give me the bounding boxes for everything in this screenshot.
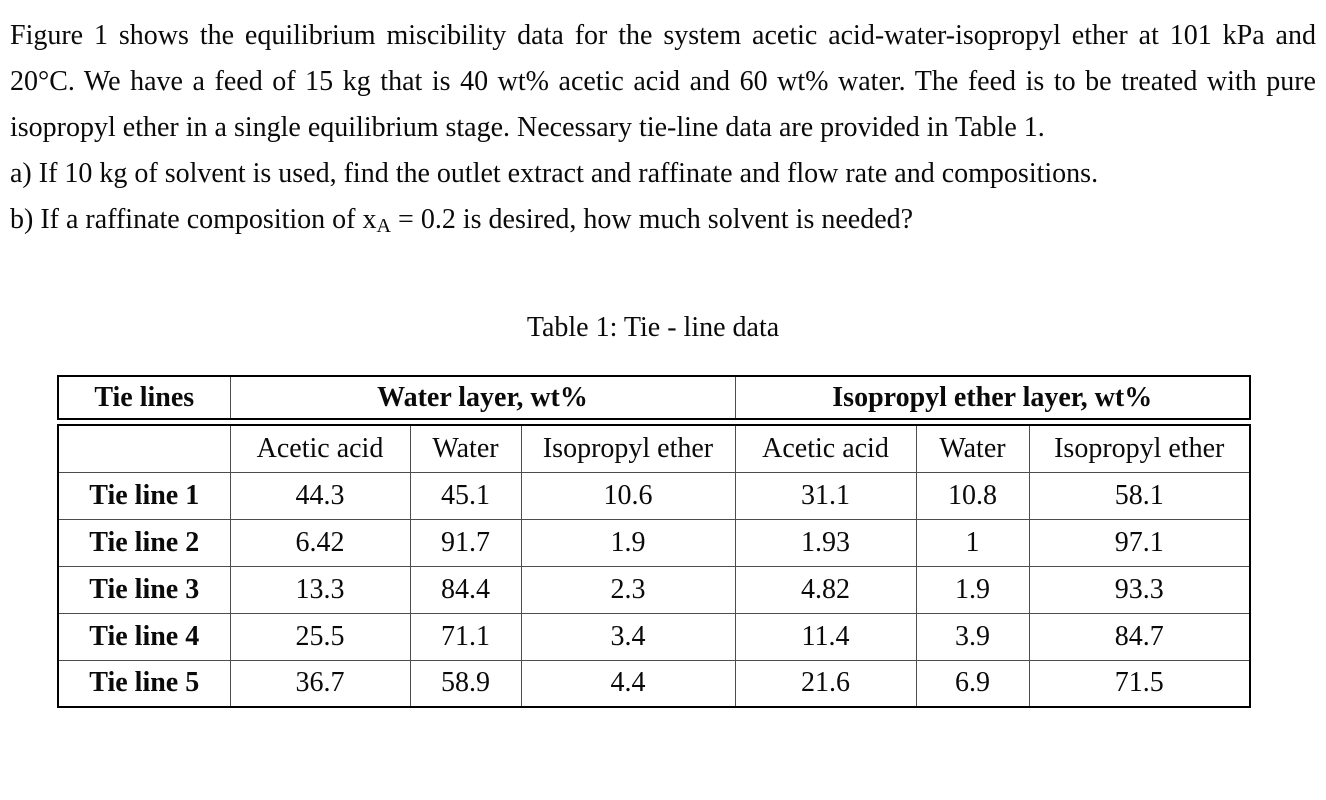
row-label: Tie line 1 <box>58 472 230 519</box>
table-cell: 6.42 <box>230 519 410 566</box>
table-cell: 1 <box>916 519 1029 566</box>
header-water-layer: Water layer, wt% <box>230 376 735 419</box>
table-row <box>58 519 1250 566</box>
table-cell: 10.6 <box>521 472 735 519</box>
table-cell: 1.93 <box>735 519 916 566</box>
table-cell: 1.9 <box>521 519 735 566</box>
table-cell: 4.82 <box>735 566 916 613</box>
table-cell: 10.8 <box>916 472 1029 519</box>
subheader-empty <box>58 425 230 472</box>
question-b-suffix: = 0.2 is desired, how much solvent is needed? <box>391 204 914 235</box>
row-label: Tie line 3 <box>58 566 230 613</box>
table-cell: 1.9 <box>916 566 1029 613</box>
table-cell: 84.4 <box>410 566 521 613</box>
question-b <box>10 197 1316 243</box>
table-cell: 11.4 <box>735 613 916 660</box>
table-row <box>58 472 1250 519</box>
table-caption: Table 1: Tie - line data <box>526 312 780 343</box>
table-row <box>58 566 1250 613</box>
table-cell: 31.1 <box>735 472 916 519</box>
table-row <box>58 613 1250 660</box>
table-cell: 3.9 <box>916 613 1029 660</box>
row-label: Tie line 2 <box>58 519 230 566</box>
question-a-text: a) If 10 kg of solvent is used, find the outlet extract and raffinate and flow rate and compositions. <box>10 158 1099 189</box>
table-cell: 91.7 <box>410 519 521 566</box>
table-row <box>58 376 1250 419</box>
table-cell: 58.1 <box>1029 472 1250 519</box>
row-label: Tie line 5 <box>58 660 230 707</box>
subheader-acetic-acid-water-layer: Acetic acid <box>230 425 410 472</box>
table-cell: 36.7 <box>230 660 410 707</box>
table-cell: 93.3 <box>1029 566 1250 613</box>
header-ether-layer: Isopropyl ether layer, wt% <box>735 376 1250 419</box>
table-cell: 84.7 <box>1029 613 1250 660</box>
table-cell: 2.3 <box>521 566 735 613</box>
table-cell: 71.5 <box>1029 660 1250 707</box>
table-cell: 44.3 <box>230 472 410 519</box>
subheader-ether-water-layer: Isopropyl ether <box>521 425 735 472</box>
table-header-band <box>57 375 1251 420</box>
header-tie-lines: Tie lines <box>58 376 230 419</box>
table-cell: 71.1 <box>410 613 521 660</box>
problem-statement: Figure 1 shows the equilibrium miscibility data for the system acetic acid-water-isopropyl ether at 101 kPa and 20°C. We have a feed of 15 kg that is 40 wt% acetic acid and 60 wt% water. The feed is to be treated with pure isopropyl ether in a single equilibrium stage. Necessary tie-line data are provided in Table 1. <box>10 20 1316 143</box>
table-cell: 97.1 <box>1029 519 1250 566</box>
subheader-ether-ether-layer: Isopropyl ether <box>1029 425 1250 472</box>
subheader-acetic-acid-ether-layer: Acetic acid <box>735 425 916 472</box>
row-label: Tie line 4 <box>58 613 230 660</box>
subheader-water-water-layer: Water <box>410 425 521 472</box>
question-a <box>10 151 1316 197</box>
table-cell: 25.5 <box>230 613 410 660</box>
subscript-a: A <box>376 215 392 238</box>
table-cell: 21.6 <box>735 660 916 707</box>
tie-line-table <box>57 375 1249 708</box>
table-cell: 45.1 <box>410 472 521 519</box>
table-cell: 58.9 <box>410 660 521 707</box>
table-cell: 3.4 <box>521 613 735 660</box>
table-cell: 4.4 <box>521 660 735 707</box>
subheader-water-ether-layer: Water <box>916 425 1029 472</box>
table-cell: 13.3 <box>230 566 410 613</box>
table-cell: 6.9 <box>916 660 1029 707</box>
question-b-prefix: b) If a raffinate composition of x <box>10 204 377 235</box>
table-main-grid <box>57 424 1251 708</box>
table-subheader-row <box>58 425 1250 472</box>
table-row <box>58 660 1250 707</box>
